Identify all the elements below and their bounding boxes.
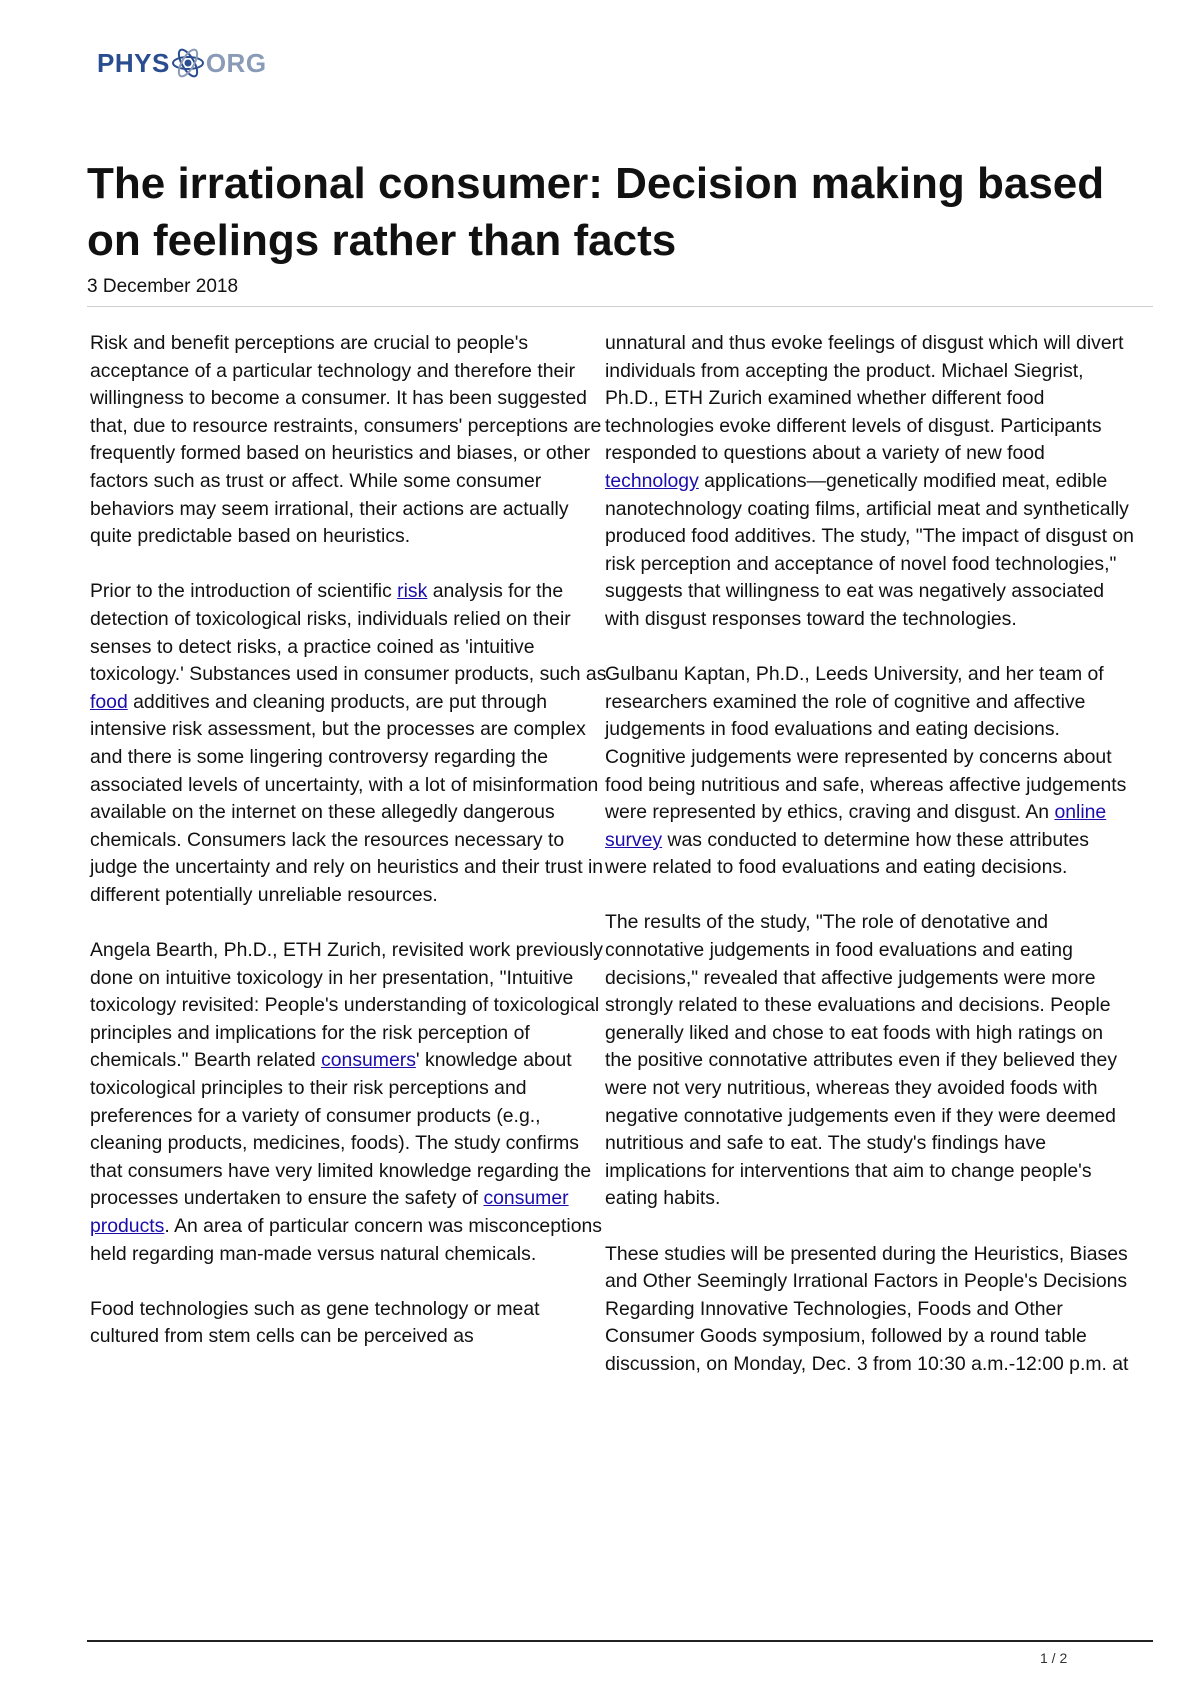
link-food[interactable]: food	[90, 690, 128, 713]
right-column	[605, 330, 1135, 1406]
paragraph-intro: Risk and benefit perceptions are crucial to people's acceptance of a particular technology and therefore their willingness to become a consumer. It has been suggested that, due to resource restraints, consumers' perceptions are frequently formed based on heuristics and biases, or other factors such as trust or affect. While some consumer behaviors may seem irrational, their actions are actually quite predictable based on heuristics.	[90, 332, 602, 548]
link-consumers[interactable]: consumers	[321, 1049, 416, 1072]
page-number: 1 / 2	[1040, 1650, 1068, 1666]
link-technology[interactable]: technology	[605, 469, 699, 492]
article-title: The irrational consumer: Decision making based on feelings rather than facts	[87, 159, 1105, 265]
site-logo[interactable]	[97, 46, 267, 80]
paragraph-results: The results of the study, "The role of denotative and connotative judgements in food evaluations and eating decisions," revealed that affective judgements were more strongly related to these evaluations and decisions. People generally liked and chose to eat foods with high ratings on the positive connotative attributes even if they believed they were not very nutritious, whereas they avoided foods with negative connotative judgements even if they were deemed nutritious and safe to eat. The study's findings have implications for interventions that aim to change people's eating habits.	[605, 911, 1118, 1210]
link-risk[interactable]: risk	[397, 580, 428, 603]
link-online-survey[interactable]: online survey	[605, 801, 1107, 851]
paragraph-kaptan: Gulbanu Kaptan, Ph.D., Leeds University, and her team of researchers examined the role of cognitive and affective judgements in food evaluations and eating decisions. Cognitive judgements were represented by concerns about food being nutritious and safe, whereas affective judgements were represented by ethics, craving and disgust. An online survey was conducted to determine how these attributes were related to food evaluations and eating decisions.	[605, 663, 1127, 879]
paragraph-intuitive-toxicology: Prior to the introduction of scientific risk analysis for the detection of toxicological risks, individuals relied on their senses to detect risks, a practice coined as 'intuitive toxicology.' Substances used in consumer products, such as food additives and cleaning products, are put through intensive risk assessment, but the processes are complex and there is some lingering controversy regarding the associated levels of uncertainty, with a lot of misinformation available on the internet on these allegedly dangerous chemicals. Consumers lack the resources necessary to judge the uncertainty and rely on heuristics and their trust in different potentially unreliable resources.	[90, 580, 607, 906]
logo-text-left: PHYS	[97, 47, 170, 78]
atom-icon	[171, 46, 205, 80]
paragraph-bearth: Angela Bearth, Ph.D., ETH Zurich, revisited work previously done on intuitive toxicology in her presentation, "Intuitive toxicology revisited: People's understanding of toxicological principles and implications for the risk perception of chemicals." Bearth related consumers' knowledge about toxicological principles to their risk perceptions and preferences for a variety of consumer products (e.g., cleaning products, medicines, foods). The study confirms that consumers have very limited knowledge regarding the processes undertaken to ensure the safety of consumer products. An area of particular concern was misconceptions held regarding man-made versus natural chemicals.	[90, 939, 603, 1265]
header-divider	[87, 306, 1153, 307]
paragraph-siegrist: unnatural and thus evoke feelings of disgust which will divert individuals from accepting the product. Michael Siegrist, Ph.D., ETH Zurich examined whether different food technologies evoke different levels of disgust. Participants responded to questions about a variety of new food technology applications—genetically modified meat, edible nanotechnology coating films, artificial meat and synthetically produced food additives. The study, "The impact of disgust on risk perception and acceptance of novel food technologies," suggests that willingness to eat was negatively associated with disgust responses toward the technologies.	[605, 332, 1134, 630]
link-consumer-products[interactable]: consumer products	[90, 1187, 569, 1237]
footer-divider	[87, 1640, 1153, 1642]
article-date: 3 December 2018	[87, 276, 239, 297]
paragraph-food-technologies: Food technologies such as gene technology or meat cultured from stem cells can be perceived as	[90, 1297, 540, 1348]
left-column	[90, 330, 610, 1379]
paragraph-symposium: These studies will be presented during the Heuristics, Biases and Other Seemingly Irrational Factors in People's Decisions Regarding Innovative Technologies, Foods and Other Consumer Goods symposium, followed by a round table discussion, on Monday, Dec. 3 from 10:30 a.m.-12:00 p.m. at	[605, 1242, 1129, 1375]
logo-text-right: ORG	[205, 47, 267, 78]
